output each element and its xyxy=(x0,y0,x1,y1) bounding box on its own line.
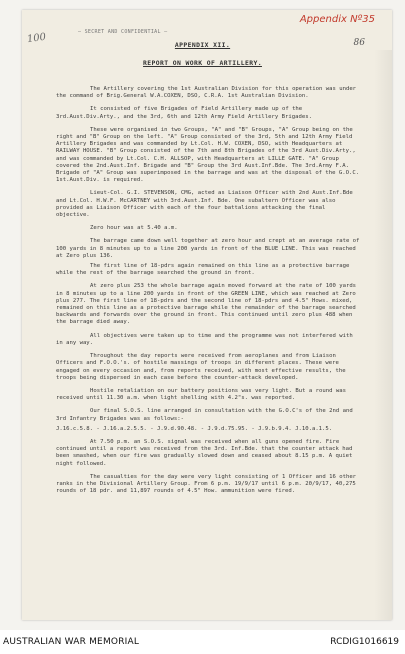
header-strip: — SECRET AND CONFIDENTIAL — xyxy=(78,29,168,35)
paragraph-green-line: At zero plus 253 the whole barrage again moved forward at the rate of 100 yards in 8 minutes up to a line 200 yards in front of the GREEN LINE, which was reached at Zero plus 277. The first line of 18-pdrs and the second line of 18-pdrs and 4.5" Hows. mixed, remained on this line as a protective barrage while the remainder of the barrage searched backwards and forwards over the ground in front. This continued until zero plus 488 when the barrage died away. xyxy=(56,283,357,326)
paragraph-casualties: The casualties for the day were very light consisting of 1 Officer and 16 other ranks in the Divisional Artillery Group. From 6 p.m. 19/9/17 until 6 p.m. 20/9/17, 40,275 rounds of 18 pdr. and 11,897 rounds of 4.5" How. ammunition were fired. xyxy=(56,473,357,495)
archive-footer xyxy=(0,630,405,654)
paragraph-objectives: All objectives were taken up to time and the programme was not interfered with in any way. xyxy=(56,332,353,346)
report-title-text: REPORT ON WORK OF ARTILLERY. xyxy=(143,59,262,67)
paragraph-retaliation: Hostile retaliation on our battery positions was very light. But a round was received until 11.30 a.m. when light shelling with 4.2"s. was reported. xyxy=(56,387,346,402)
paragraph-sos-signal: At 7.50 p.m. an S.O.S. signal was received when all guns opened fire. Fire continued until a report was received from the 3rd. Inf.Bde. that the counter attack had been smashed, when our fire was gradually slowed down and ceased about 8.15 p.m. A quiet night followed. xyxy=(56,438,353,467)
archive-name: AUSTRALIAN WAR MEMORIAL xyxy=(3,637,140,647)
paragraph-brigades: It consisted of five Brigades of Field Artillery made up of the 3rd.Aust.Div.Arty., and the 3rd, 6th and 12th Army Field Artillery Brigades. xyxy=(56,106,312,120)
paragraph-groups: These were organised in two Groups, "A" and "B" Groups, "A" Group being on the right and "B" Group on the left. "A" Group consisted of the 3rd, 5th and 12th Army Field Artillery Brigades and was commanded by Lt.Col. H.W. COXEN, DSO, with Headquarters at RAILWAY HOUSE. "B" Group consisted of the 7th and 8th Brigades of the 3rd Aust.Div.Arty., and was commanded by Lt.Col. C.H. ALLSOP, with Headquarters at LILLE GATE. "A" Group covered the 2nd.Aust.Inf. Brigade and "B" Group the 3rd Aust.Inf.Bde. The 3rd.Army F.A. Brigade of "A" Group was superimposed in the barrage and was at the disposal of the G.O.C. 1st.Aust.Div. is required. xyxy=(56,126,360,184)
paragraph-barrage: The barrage came down well together at zero hour and crept at an average rate of 100 yards in 8 minutes up to a line 200 yards in front of the BLUE LINE. This was reached at Zero plus 136. xyxy=(56,238,360,259)
paragraph-sos-line: Our final S.O.S. line arranged in consultation with the G.O.C's of the 2nd and 3rd Infantry Brigades was as follows:- xyxy=(56,408,353,422)
paragraph-reports: Throughout the day reports were received from aeroplanes and from Liaison Officers and F.O.O.'s. of hostile massings of troops in different places. These were engaged on every occasion and, from reports received, with most effective results, the troops being dispersed in each case before the counter-attack developed. xyxy=(56,353,346,381)
appendix-title xyxy=(0,41,405,49)
document-body xyxy=(56,86,362,501)
paragraph-liaison: Lieut-Col. G.I. STEVENSON, CMG, acted as Liaison Officer with 2nd Aust.Inf.Bde and Lt.Col. H.W.F. McCARTNEY with 3rd.Aust.Inf. Bde. One subaltern Officer was also provided as Liaison Officer with each of the four battalions attacking the final objective. xyxy=(56,190,353,219)
paragraph-protective-barrage: The first line of 18-pdrs again remained on this line as a protective barrage while the rest of the barrage searched the ground in front. xyxy=(56,263,350,277)
archive-record-id: RCDIG1016619 xyxy=(330,637,399,647)
appendix-stamp: Appendix Nº35 xyxy=(299,14,375,25)
paragraph-zero-hour: Zero hour was at 5.40 a.m. xyxy=(90,225,178,232)
paragraph-artillery-command: The Artillery covering the 1st Australian Division for this operation was under the command of Brig.General W.A.COXEN, DSO, C.R.A. 1st Australian Division. xyxy=(56,86,357,100)
report-title xyxy=(0,59,405,67)
handwritten-page-number-right: 86 xyxy=(353,38,365,48)
handwritten-page-number-left: 100 xyxy=(26,31,47,46)
appendix-title-text: APPENDIX XII. xyxy=(174,41,231,49)
paragraph-map-references: J.16.c.5.8. - J.16.a.2.5.5. - J.9.d.90.48. - J.9.d.75.95. - J.9.b.9.4. J.10.a.1.5. xyxy=(56,425,333,432)
